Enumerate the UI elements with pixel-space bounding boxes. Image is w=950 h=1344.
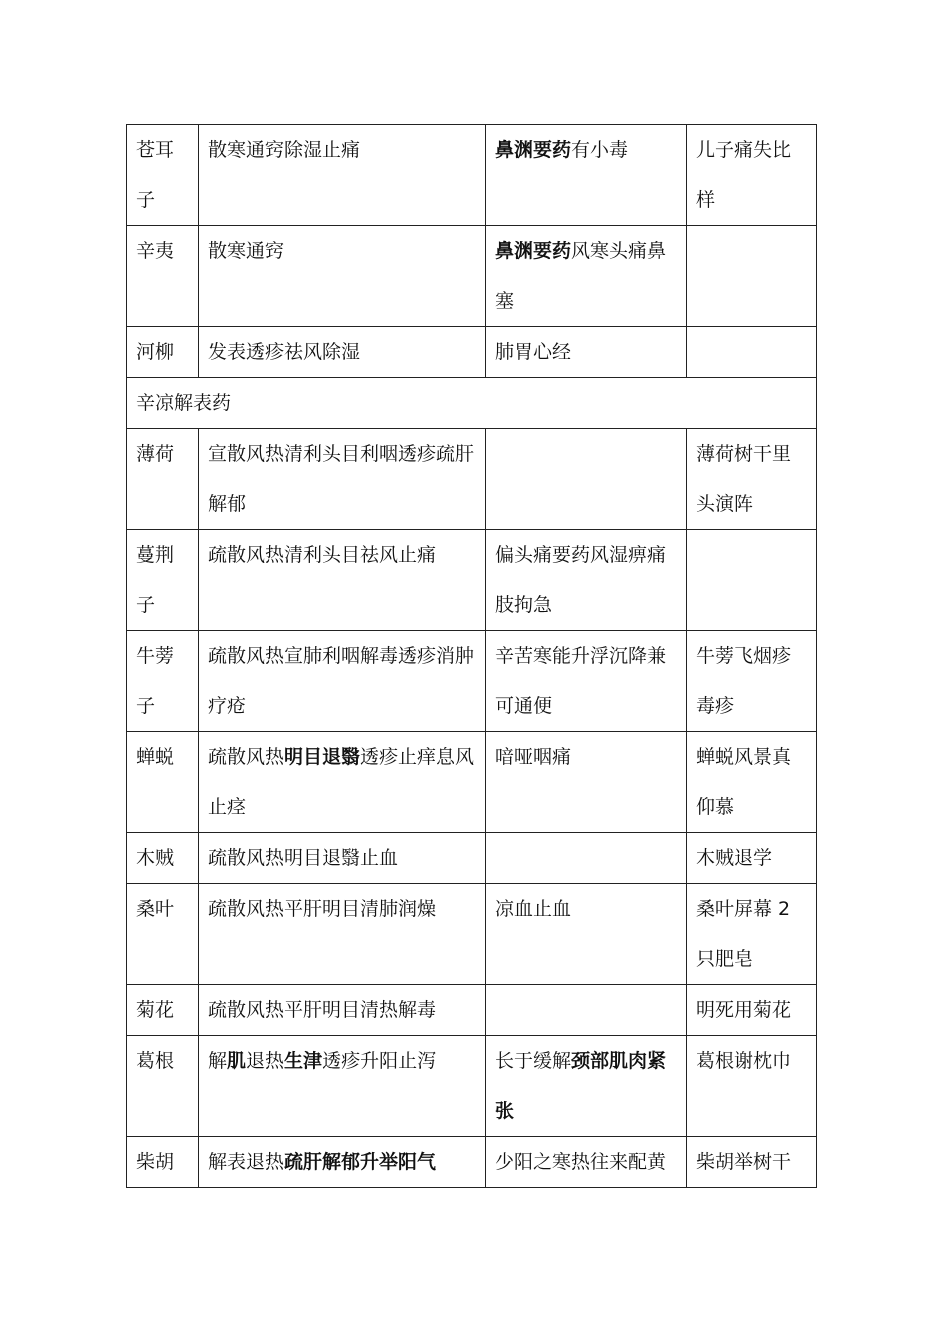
herb-name-cell-text xyxy=(136,732,189,782)
mnemonic-cell-text xyxy=(696,429,807,529)
text-segment: 肺胃心经 xyxy=(495,341,572,363)
section-header-cell xyxy=(127,378,817,429)
table-row xyxy=(127,429,817,530)
effects-cell-text xyxy=(208,1036,476,1086)
text-segment: 柴胡举树干 xyxy=(696,1151,792,1173)
text-segment: 长于缓解 xyxy=(495,1050,572,1072)
text-segment: 蔓荆子 xyxy=(136,544,175,616)
text-segment: 发表透疹祛风除湿 xyxy=(208,341,361,363)
text-segment: 散寒通窍 xyxy=(208,240,285,262)
effects-cell-text xyxy=(208,732,476,832)
herb-name-cell-text xyxy=(136,884,189,934)
notes-cell xyxy=(486,226,687,327)
mnemonic-cell xyxy=(687,429,817,530)
herb-name-cell-text xyxy=(136,631,189,731)
effects-cell xyxy=(199,833,486,884)
herb-name-cell-text xyxy=(136,1036,189,1086)
table-row xyxy=(127,226,817,327)
text-segment: 疏散风热平肝明目清肺润燥 xyxy=(208,898,437,920)
mnemonic-cell-text xyxy=(696,631,807,731)
effects-cell xyxy=(199,327,486,378)
herb-name-cell xyxy=(127,327,199,378)
notes-cell-text xyxy=(495,226,677,326)
text-segment: 薄荷 xyxy=(136,443,175,465)
herb-name-cell xyxy=(127,833,199,884)
table-row xyxy=(127,631,817,732)
table-row xyxy=(127,327,817,378)
effects-cell xyxy=(199,530,486,631)
text-segment: 柴胡 xyxy=(136,1151,175,1173)
effects-cell-text xyxy=(208,884,476,934)
text-segment: 疏散风热清利头目祛风止痛 xyxy=(208,544,437,566)
herb-name-cell-text xyxy=(136,833,189,883)
table-row xyxy=(127,1036,817,1137)
bold-segment: 颈部肌肉紧张 xyxy=(495,1050,667,1122)
text-segment: 牛蒡子 xyxy=(136,645,175,717)
mnemonic-cell xyxy=(687,631,817,732)
notes-cell xyxy=(486,327,687,378)
mnemonic-cell xyxy=(687,884,817,985)
text-segment: 风寒头痛鼻塞 xyxy=(495,240,667,312)
effects-cell-text xyxy=(208,327,476,377)
section-header-row xyxy=(127,378,817,429)
bold-segment: 疏肝解郁升举阳气 xyxy=(284,1151,437,1173)
mnemonic-cell-text xyxy=(696,985,807,1035)
notes-cell-text xyxy=(495,1036,677,1136)
text-segment: 辛夷 xyxy=(136,240,175,262)
text-segment: 河柳 xyxy=(136,341,175,363)
text-segment: 苍耳子 xyxy=(136,139,175,211)
herb-table xyxy=(126,124,817,1188)
notes-cell xyxy=(486,125,687,226)
notes-cell-text xyxy=(495,884,677,934)
text-segment: 疏散风热明目退翳止血 xyxy=(208,847,399,869)
text-segment: 少阳之寒热往来配黄 xyxy=(495,1151,667,1173)
herb-name-cell-text xyxy=(136,125,189,225)
effects-cell-text xyxy=(208,631,476,731)
text-segment: 蝉蜕 xyxy=(136,746,175,768)
mnemonic-cell-text xyxy=(696,1137,807,1187)
herb-name-cell xyxy=(127,631,199,732)
text-segment: 解表退热 xyxy=(208,1151,285,1173)
bold-segment: 鼻渊要药 xyxy=(495,240,572,262)
herb-name-cell xyxy=(127,985,199,1036)
text-segment: 菊花 xyxy=(136,999,175,1021)
text-segment: 明死用菊花 xyxy=(696,999,792,1021)
notes-cell xyxy=(486,631,687,732)
mnemonic-cell-text xyxy=(696,833,807,883)
notes-cell-text xyxy=(495,530,677,630)
herb-name-cell xyxy=(127,226,199,327)
text-segment: 解 xyxy=(208,1050,228,1072)
notes-cell xyxy=(486,732,687,833)
text-segment: 蝉蜕风景真仰慕 xyxy=(696,746,792,818)
table-row xyxy=(127,985,817,1036)
notes-cell xyxy=(486,530,687,631)
text-segment: 牛蒡飞烟疹毒疹 xyxy=(696,645,792,717)
herb-name-cell-text xyxy=(136,327,189,377)
mnemonic-cell xyxy=(687,732,817,833)
text-segment: 疏散风热平肝明目清热解毒 xyxy=(208,999,437,1021)
bold-segment: 生津 xyxy=(284,1050,323,1072)
text-segment: 凉血止血 xyxy=(495,898,572,920)
table-row xyxy=(127,1137,817,1188)
text-segment: 喑哑咽痛 xyxy=(495,746,572,768)
text-segment: 透疹止痒息风止痉 xyxy=(208,746,475,818)
notes-cell xyxy=(486,833,687,884)
effects-cell-text xyxy=(208,833,476,883)
text-segment: 透疹升阳止泻 xyxy=(322,1050,437,1072)
text-segment: 疏散风热 xyxy=(208,746,285,768)
herb-name-cell xyxy=(127,530,199,631)
effects-cell xyxy=(199,985,486,1036)
mnemonic-cell-text xyxy=(696,1036,807,1086)
table-row xyxy=(127,732,817,833)
effects-cell-text xyxy=(208,530,476,580)
text-segment: 儿子痛失比样 xyxy=(696,139,792,211)
text-segment: 疏散风热宣肺利咽解毒透疹消肿疗疮 xyxy=(208,645,475,717)
herb-name-cell-text xyxy=(136,985,189,1035)
table-row xyxy=(127,833,817,884)
text-segment: 偏头痛要药风湿痹痛肢拘急 xyxy=(495,544,667,616)
herb-name-cell xyxy=(127,1137,199,1188)
table-row xyxy=(127,884,817,985)
section-label: 辛凉解表药 xyxy=(136,392,232,414)
herb-name-cell-text xyxy=(136,429,189,479)
mnemonic-cell xyxy=(687,1137,817,1188)
notes-cell-text xyxy=(495,631,677,731)
table-row xyxy=(127,530,817,631)
effects-cell-text xyxy=(208,1137,476,1187)
notes-cell-text xyxy=(495,125,677,175)
text-segment: 桑叶屏幕 2 只肥皂 xyxy=(696,898,791,970)
notes-cell-text xyxy=(495,1137,677,1187)
text-segment: 有小毒 xyxy=(571,139,629,161)
mnemonic-cell xyxy=(687,833,817,884)
text-segment: 桑叶 xyxy=(136,898,175,920)
herb-name-cell-text xyxy=(136,1137,189,1187)
mnemonic-cell xyxy=(687,226,817,327)
bold-segment: 肌 xyxy=(227,1050,247,1072)
herb-name-cell xyxy=(127,884,199,985)
effects-cell xyxy=(199,884,486,985)
effects-cell-text xyxy=(208,429,476,529)
notes-cell xyxy=(486,429,687,530)
effects-cell xyxy=(199,429,486,530)
effects-cell xyxy=(199,125,486,226)
herb-table-body xyxy=(127,125,817,1188)
text-segment: 辛苦寒能升浮沉降兼可通便 xyxy=(495,645,667,717)
mnemonic-cell xyxy=(687,125,817,226)
effects-cell-text xyxy=(208,226,476,276)
mnemonic-cell-text xyxy=(696,884,807,984)
text-segment: 薄荷树干里头演阵 xyxy=(696,443,792,515)
effects-cell xyxy=(199,226,486,327)
notes-cell xyxy=(486,1137,687,1188)
effects-cell xyxy=(199,631,486,732)
notes-cell xyxy=(486,1036,687,1137)
notes-cell-text xyxy=(495,732,677,782)
mnemonic-cell xyxy=(687,327,817,378)
bold-segment: 鼻渊要药 xyxy=(495,139,572,161)
herb-name-cell xyxy=(127,732,199,833)
text-segment: 木贼退学 xyxy=(696,847,773,869)
table-row xyxy=(127,125,817,226)
notes-cell-text xyxy=(495,327,677,377)
text-segment: 宣散风热清利头目利咽透疹疏肝解郁 xyxy=(208,443,475,515)
effects-cell xyxy=(199,1036,486,1137)
text-segment: 散寒通窍除湿止痛 xyxy=(208,139,361,161)
effects-cell xyxy=(199,732,486,833)
effects-cell-text xyxy=(208,125,476,175)
text-segment: 葛根谢枕巾 xyxy=(696,1050,792,1072)
bold-segment: 明目退翳 xyxy=(284,746,361,768)
herb-name-cell xyxy=(127,125,199,226)
effects-cell xyxy=(199,1137,486,1188)
mnemonic-cell xyxy=(687,530,817,631)
text-segment: 葛根 xyxy=(136,1050,175,1072)
notes-cell xyxy=(486,985,687,1036)
text-segment: 木贼 xyxy=(136,847,175,869)
mnemonic-cell xyxy=(687,1036,817,1137)
herb-name-cell xyxy=(127,1036,199,1137)
herb-name-cell-text xyxy=(136,530,189,630)
herb-name-cell-text xyxy=(136,226,189,276)
mnemonic-cell-text xyxy=(696,125,807,225)
mnemonic-cell xyxy=(687,985,817,1036)
effects-cell-text xyxy=(208,985,476,1035)
herb-name-cell xyxy=(127,429,199,530)
notes-cell xyxy=(486,884,687,985)
text-segment: 退热 xyxy=(246,1050,285,1072)
mnemonic-cell-text xyxy=(696,732,807,832)
